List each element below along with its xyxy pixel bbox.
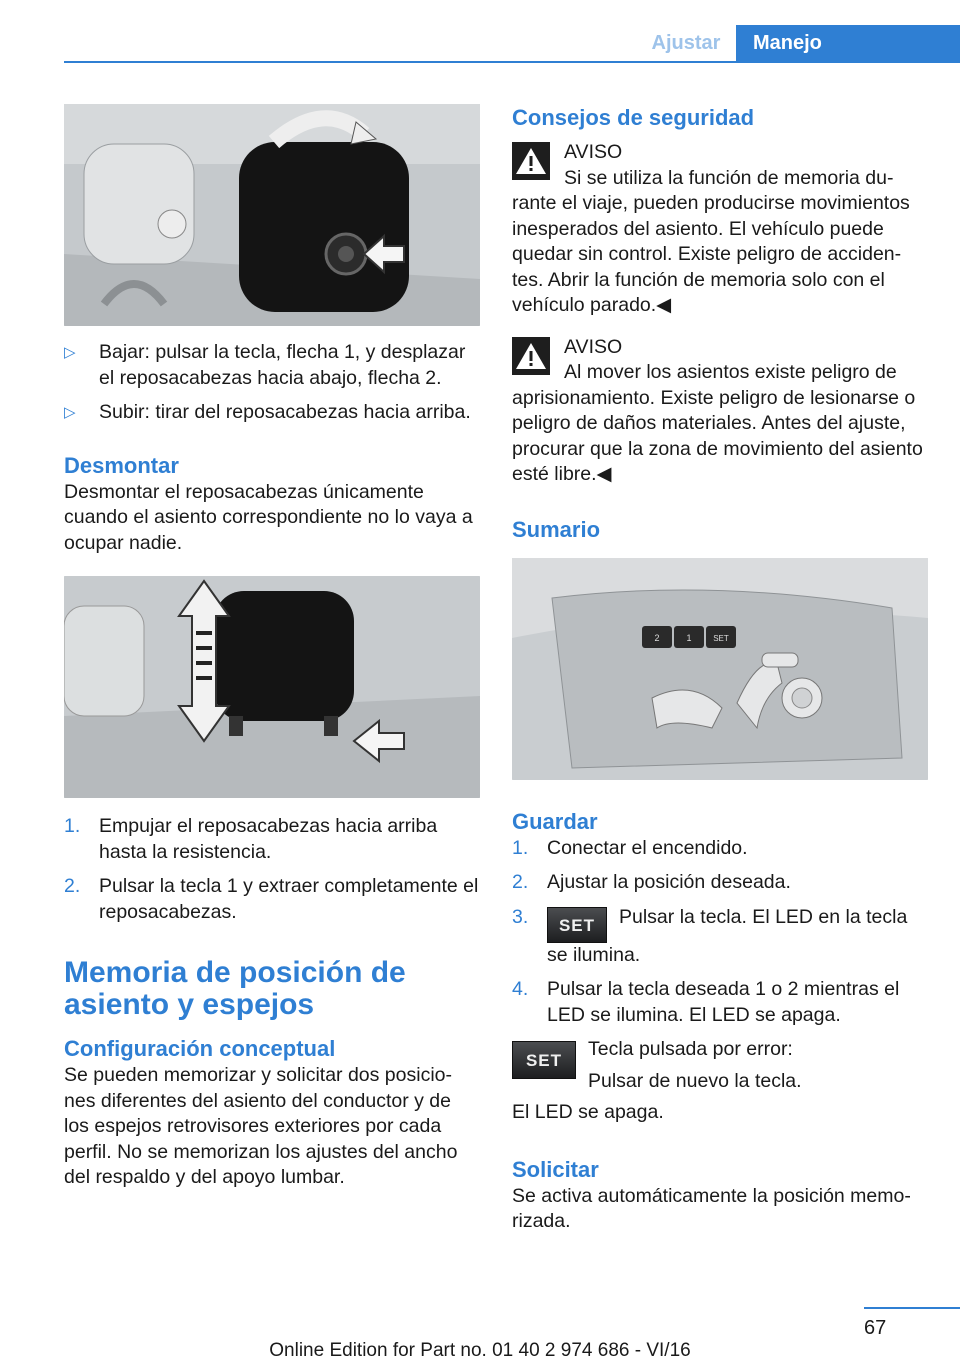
solicitar-text: Se activa automáticamente la posición memo‐ rizada. xyxy=(512,1184,911,1232)
warning-label: AVISO xyxy=(564,335,623,358)
warning-icon xyxy=(512,337,550,375)
configuracion-text: Se pueden memorizar y solicitar dos posicio‐ nes diferentes del asiento del conductor y de los espejos retrovisores exteriores por cada perfil. No se memorizan los ajustes del ancho del respaldo y del apoyo lumbar. xyxy=(64,1064,458,1188)
section-heading-sumario: Sumario xyxy=(512,516,601,542)
warning-text: rante el viaje, pueden producirse movimientos inesperados del asiento. El vehículo puede quedar sin control. Existe peligro de acciden‐ tes. Abrir la función de memoria solo con el vehículo parado.◀ xyxy=(512,192,910,316)
set-button-icon: SET xyxy=(547,907,607,943)
set-button-icon: SET xyxy=(512,1041,576,1079)
headrest-remove-image xyxy=(64,576,480,798)
triangle-bullet-icon: ▷ xyxy=(64,344,76,361)
remove-steps-list xyxy=(64,814,480,925)
warning-label: AVISO xyxy=(564,141,623,163)
edition-line: Online Edition for Part no. 01 40 2 974 686 - VI/16 xyxy=(269,1340,691,1361)
header-rule xyxy=(64,61,960,63)
list-item: 2. Pulsar la tecla 1 y extraer completamente el reposacabezas. xyxy=(64,875,479,923)
error-line-2: Pulsar de nuevo la tecla. xyxy=(588,1069,802,1092)
section-heading-consejos: Consejos de seguridad xyxy=(512,105,755,130)
warning-icon xyxy=(512,142,550,180)
right-column xyxy=(512,104,928,1235)
page-number: 67 xyxy=(864,1317,887,1339)
list-item: 2. Ajustar la posición deseada. xyxy=(512,871,791,893)
list-item: 3. SET Pulsar la tecla. El LED en la tecla se ilumina. xyxy=(512,905,908,966)
warning-first-line: Si se utiliza la función de memoria du‐ xyxy=(564,166,894,189)
memory-button-2-label: 2 xyxy=(654,632,660,643)
warning-first-line: Al mover los asientos existe peligro de xyxy=(564,361,897,383)
list-item: 4. Pulsar la tecla deseada 1 o 2 mientras el LED se ilumina. El LED se apaga. xyxy=(512,978,900,1026)
list-item: 1. Conectar el encendido. xyxy=(512,836,748,859)
list-item: ▷ Subir: tirar del reposacabezas hacia arriba. xyxy=(64,400,480,426)
memory-button-1-label: 1 xyxy=(686,632,692,643)
section-heading-solicitar: Solicitar xyxy=(512,1156,599,1182)
headrest-adjust-list xyxy=(64,340,480,426)
warning-text: aprisionamiento. Existe peligro de lesionarse o peligro de daños materiales. Antes del ajuste, procurar que la zona de movimiento del asiento esté libre.◀ xyxy=(512,386,923,485)
warning-box-1 xyxy=(512,140,928,319)
desmontar-text: Desmontar el reposacabezas únicamente cuando el asiento correspondiente no lo vaya a ocupar nadie. xyxy=(64,480,473,554)
set-button-label: SET xyxy=(713,633,729,643)
headrest-lower-image xyxy=(64,104,480,326)
error-line-1: Tecla pulsada por error: xyxy=(588,1038,793,1060)
left-column xyxy=(64,104,480,1191)
save-steps-list xyxy=(512,836,928,1029)
triangle-bullet-icon: ▷ xyxy=(64,404,76,421)
footer-rule xyxy=(864,1307,960,1309)
section-heading-desmontar: Desmontar xyxy=(64,452,179,478)
led-off-text: El LED se apaga. xyxy=(512,1101,664,1123)
list-item: ▷ Bajar: pulsar la tecla, flecha 1, y desplazar el reposacabezas hacia abajo, flecha 2. xyxy=(64,341,466,389)
warning-box-2 xyxy=(512,335,928,488)
error-note xyxy=(512,1037,928,1094)
chapter-heading-memoria: Memoria de posición de asiento y espejos xyxy=(64,956,406,1021)
seat-controls-image xyxy=(512,558,928,780)
tab-manejo[interactable]: Manejo xyxy=(736,25,960,61)
section-heading-configuracion: Configuración conceptual xyxy=(64,1036,336,1061)
tab-ajustar[interactable]: Ajustar xyxy=(651,32,721,54)
list-item: 1. Empujar el reposacabezas hacia arriba hasta la resistencia. xyxy=(64,815,438,863)
section-heading-guardar: Guardar xyxy=(512,808,598,834)
